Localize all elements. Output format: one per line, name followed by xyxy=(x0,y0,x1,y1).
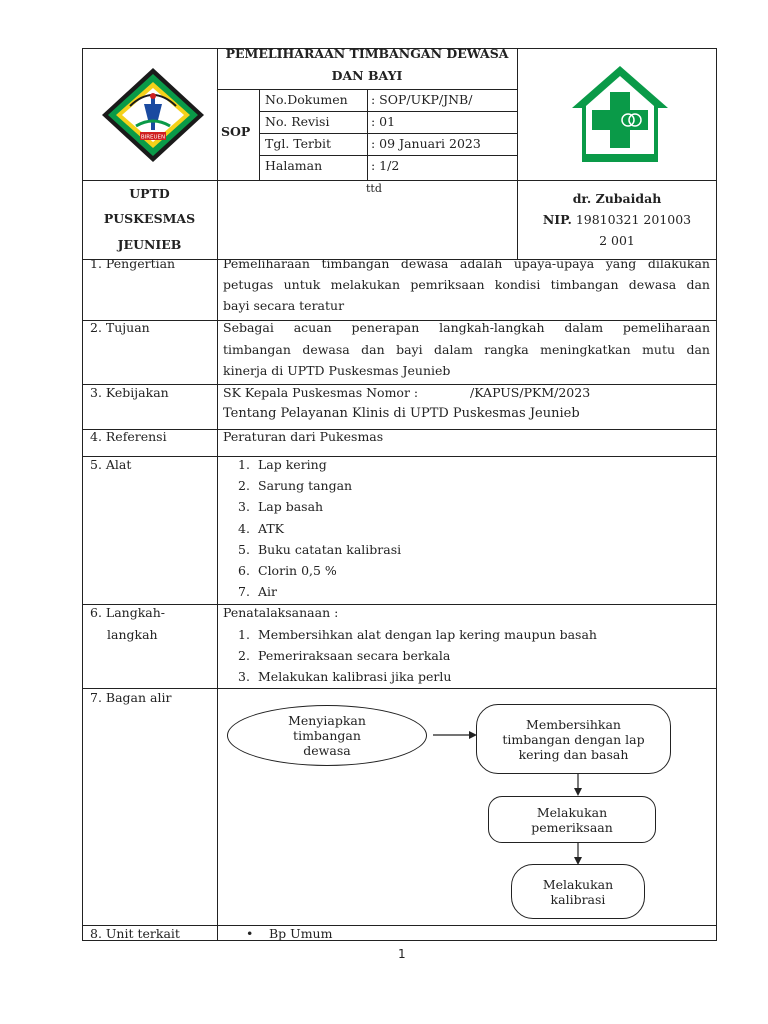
langkah-list xyxy=(238,624,597,688)
list-item: 7. Air xyxy=(238,584,278,600)
document-title-line1: PEMELIHARAAN TIMBANGAN DEWASA xyxy=(225,46,509,61)
tujuan-line1: Sebagai acuan penerapan langkah-langkah dalam pemeliharaan xyxy=(223,320,710,335)
tujuan-line2: timbangan dewasa dan bayi dalam rangka meningkatkan mutu dan xyxy=(223,342,710,357)
section-label-pengertian: 1. Pengertian xyxy=(90,256,176,271)
logo-banner-text: BIREUEN xyxy=(140,134,166,141)
org-name-line2: PUSKESMAS xyxy=(103,211,196,226)
list-item: 3. Lap basah xyxy=(238,499,324,515)
field-value-halaman: : 1/2 xyxy=(371,158,400,173)
flow-arrow-down-2 xyxy=(572,843,584,865)
page-number: 1 xyxy=(398,947,406,961)
field-value-no-dokumen: : SOP/UKP/JNB/ xyxy=(371,92,473,107)
field-label-no-revisi: No. Revisi xyxy=(265,114,330,129)
section-label-langkah-2: langkah xyxy=(107,627,158,642)
field-label-tgl-terbit: Tgl. Terbit xyxy=(265,136,332,151)
langkah-intro: Penatalaksanaan : xyxy=(223,605,339,620)
signer-name: dr. Zubaidah xyxy=(572,191,662,206)
puskesmas-logo xyxy=(568,62,672,168)
section-label-tujuan: 2. Tujuan xyxy=(90,320,150,335)
pengertian-line2: petugas untuk melakukan pemriksaan kondisi timbangan dewasa dan xyxy=(223,277,710,292)
nip-label: NIP. xyxy=(542,212,572,227)
sop-label: SOP xyxy=(221,124,251,139)
signature-placeholder: ttd xyxy=(366,182,382,195)
unit-item: Bp Umum xyxy=(269,926,333,941)
list-item: 2. Sarung tangan xyxy=(238,478,353,494)
flow-arrow-down-1 xyxy=(572,774,584,796)
signer-nip xyxy=(517,209,717,230)
list-item: 6. Clorin 0,5 % xyxy=(238,562,337,578)
flow-arrow-right xyxy=(433,729,477,741)
flow-node-start: Menyiapkan timbangan dewasa xyxy=(227,705,427,766)
bireuen-regency-logo xyxy=(100,66,206,164)
section-label-bagan: 7. Bagan alir xyxy=(90,690,172,705)
tujuan-line3: kinerja di UPTD Puskesmas Jeunieb xyxy=(223,363,451,378)
field-label-no-dokumen: No.Dokumen xyxy=(265,92,348,107)
list-item: 5. Buku catatan kalibrasi xyxy=(238,541,402,557)
list-item: 4. ATK xyxy=(238,520,285,536)
referensi-text: Peraturan dari Pukesmas xyxy=(223,429,384,444)
list-item: 1. Lap kering xyxy=(238,457,327,472)
org-name-line1: UPTD xyxy=(129,186,170,201)
nip-value: 19810321 201003 xyxy=(575,212,692,227)
list-item: 1. Membersihkan alat dengan lap kering maupun basah xyxy=(238,627,597,642)
alat-list xyxy=(238,454,401,602)
kebijakan-line1b: /KAPUS/PKM/2023 xyxy=(470,385,591,400)
section-label-alat: 5. Alat xyxy=(90,457,132,472)
flow-node-inspect: Melakukan pemeriksaan xyxy=(488,796,656,843)
section-label-referensi: 4. Referensi xyxy=(90,429,167,444)
field-label-halaman: Halaman xyxy=(265,158,323,173)
pengertian-line3: bayi secara teratur xyxy=(223,298,345,313)
section-label-unit: 8. Unit terkait xyxy=(90,926,180,941)
flow-node-clean: Membersihkan timbangan dengan lap kering dan basah xyxy=(476,704,671,774)
kebijakan-line2: Tentang Pelayanan Klinis di UPTD Puskesmas Jeunieb xyxy=(223,406,580,421)
org-name-line3: JEUNIEB xyxy=(117,237,182,252)
document-title-line2: DAN BAYI xyxy=(331,68,403,83)
section-label-langkah-1: 6. Langkah- xyxy=(90,605,166,620)
field-value-no-revisi: : 01 xyxy=(371,114,396,129)
list-item: 2. Pemeriraksaan secara berkala xyxy=(238,648,451,664)
flow-node-calibrate: Melakukan kalibrasi xyxy=(511,864,645,919)
pengertian-line1: Pemeliharaan timbangan dewasa adalah upaya-upaya yang dilakukan xyxy=(223,256,710,271)
unit-bullet: • xyxy=(246,926,254,941)
list-item: 3. Melakukan kalibrasi jika perlu xyxy=(238,669,452,685)
signer-nip-continued: 2 001 xyxy=(599,233,635,248)
kebijakan-line1a: SK Kepala Puskesmas Nomor : xyxy=(223,385,419,400)
section-label-kebijakan: 3. Kebijakan xyxy=(90,385,169,400)
field-value-tgl-terbit: : 09 Januari 2023 xyxy=(371,136,481,151)
